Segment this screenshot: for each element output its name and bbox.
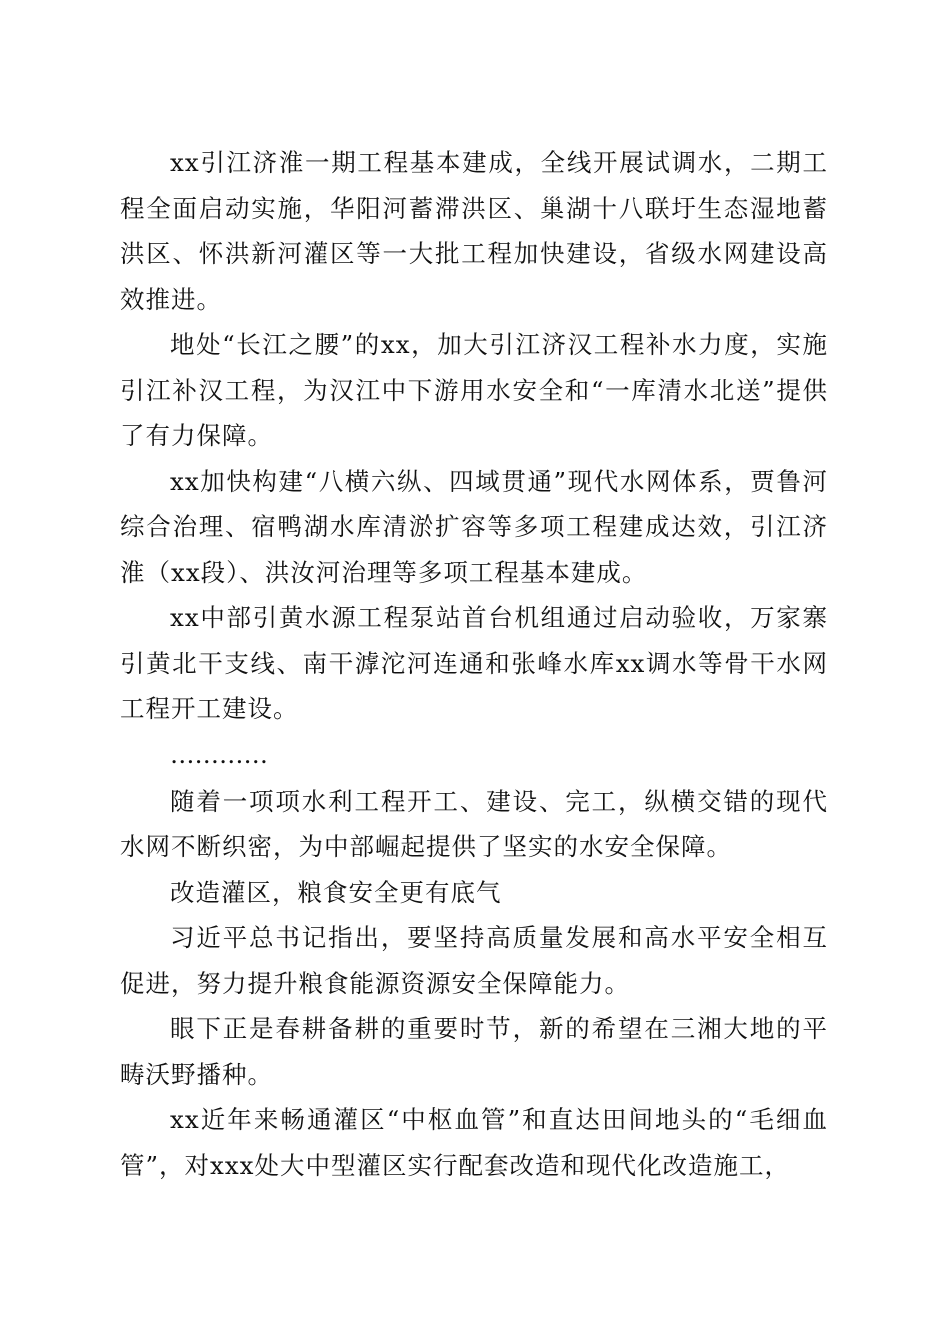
paragraph: xx加快构建“八横六纵、四域贯通”现代水网体系，贾鲁河综合治理、宿鸭湖水库清淤扩容等多项工程建成达效，引江济淮（xx段）、洪汝河治理等多项工程基本建成。 [120,466,828,587]
ellipsis-separator: ………… [170,739,268,769]
paragraph: 眼下正是春耕备耕的重要时节，新的希望在三湘大地的平畴沃野播种。 [120,1014,828,1089]
paragraph: xx中部引黄水源工程泵站首台机组通过启动验收，万家寨引黄北干支线、南干滹沱河连通和张峰水库xx调水等骨干水网工程开工建设。 [120,603,828,723]
paragraph: xx近年来畅通灌区“中枢血管”和直达田间地头的“毛细血管”，对xxx处大中型灌区实行配套改造和现代化改造施工， [120,1105,828,1180]
paragraph: 地处“长江之腰”的xx，加大引江济汉工程补水力度，实施引江补汉工程，为汉江中下游用水安全和“一库清水北送”提供了有力保障。 [120,330,828,450]
paragraph: 随着一项项水利工程开工、建设、完工，纵横交错的现代水网不断织密，为中部崛起提供了坚实的水安全保障。 [120,786,828,861]
section-heading: 改造灌区，粮食安全更有底气 [170,877,502,907]
paragraph: xx引江济淮一期工程基本建成，全线开展试调水，二期工程全面启动实施，华阳河蓄滞洪区、巢湖十八联圩生态湿地蓄洪区、怀洪新河灌区等一大批工程加快建设，省级水网建设高效推进。 [120,148,828,314]
paragraph: 习近平总书记指出，要坚持高质量发展和高水平安全相互促进，努力提升粮食能源资源安全保障能力。 [120,923,828,998]
document-body [120,140,828,1188]
